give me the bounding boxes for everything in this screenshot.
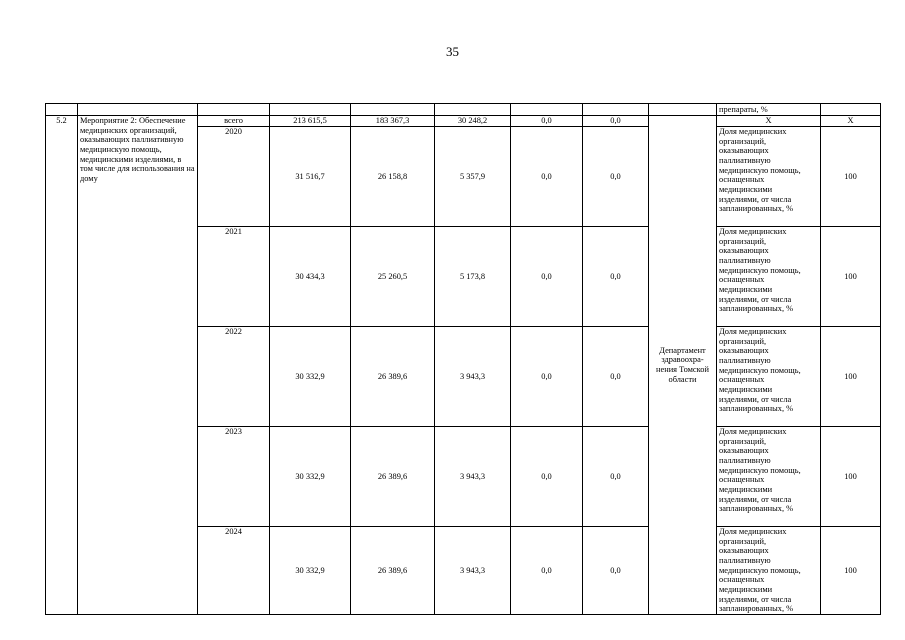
indicator-line: паллиативную — [719, 355, 771, 365]
year-value: 0,0 — [511, 527, 583, 615]
year-value: 3 943,3 — [435, 327, 511, 427]
year-value: 0,0 — [583, 127, 649, 227]
indicator-line: организаций, — [719, 136, 767, 146]
indicator-line: запланированных, % — [719, 604, 794, 614]
year-value: 26 389,6 — [351, 527, 435, 615]
indicator-target: 100 — [821, 527, 881, 615]
total-value: 0,0 — [583, 116, 649, 127]
indicator-line: организаций, — [719, 536, 767, 546]
indicator-line: Доля медицинских — [719, 127, 787, 136]
indicator-text — [717, 527, 821, 615]
indicator-text — [717, 227, 821, 327]
indicator-line: оснащенных — [719, 575, 765, 585]
indicator-line: изделиями, от числа — [719, 494, 792, 504]
year-value: 26 389,6 — [351, 427, 435, 527]
year-value: 26 389,6 — [351, 327, 435, 427]
year-value: 0,0 — [511, 427, 583, 527]
indicator-line: оснащенных — [719, 175, 765, 185]
indicator-line: медицинскую помощь, — [719, 465, 801, 475]
year-label: 2021 — [198, 227, 270, 327]
indicator-line: оснащенных — [719, 375, 765, 385]
indicator-line: изделиями, от числа — [719, 394, 792, 404]
indicator-line: запланированных, % — [719, 304, 794, 314]
indicator-target: 100 — [821, 227, 881, 327]
year-value: 3 943,3 — [435, 427, 511, 527]
indicator-line: организаций, — [719, 436, 767, 446]
indicator-line: паллиативную — [719, 555, 771, 565]
year-value: 5 357,9 — [435, 127, 511, 227]
total-value: 213 615,5 — [270, 116, 351, 127]
indicator-line: оказывающих — [719, 246, 769, 256]
indicator-line: Доля медицинских — [719, 427, 787, 436]
indicator-line: Доля медицинских — [719, 227, 787, 236]
indicator-line: медицинскими — [719, 484, 773, 494]
indicator-line: медицинскую помощь, — [719, 365, 801, 375]
measure-title: Мероприятие 2: Обеспечение медицинских организаций, оказывающих паллиативную медицинскую помощь, медицинскими изделиями, в том числе для использования на дому — [78, 116, 198, 615]
indicator-line: изделиями, от числа — [719, 294, 792, 304]
indicator-line: медицинскую помощь, — [719, 165, 801, 175]
indicator-line: медицинскими — [719, 284, 773, 294]
indicator-line: паллиативную — [719, 255, 771, 265]
year-value: 30 434,3 — [270, 227, 351, 327]
total-label: всего — [198, 116, 270, 127]
indicator-line: оказывающих — [719, 146, 769, 156]
total-value: 183 367,3 — [351, 116, 435, 127]
indicator-line: паллиативную — [719, 155, 771, 165]
page-number: 35 — [446, 44, 459, 59]
measure-code: 5.2 — [46, 116, 78, 615]
year-value: 0,0 — [583, 327, 649, 427]
year-value: 0,0 — [583, 427, 649, 527]
executor: Департамент здравоохра-нения Томской области — [649, 116, 717, 615]
indicator-line: организаций, — [719, 336, 767, 346]
indicator-line: медицинскими — [719, 184, 773, 194]
indicator-target: 100 — [821, 127, 881, 227]
indicator-line: оснащенных — [719, 475, 765, 485]
indicator-text — [717, 327, 821, 427]
year-value: 5 173,8 — [435, 227, 511, 327]
year-value: 0,0 — [511, 227, 583, 327]
year-value: 30 332,9 — [270, 327, 351, 427]
indicator-line: паллиативную — [719, 455, 771, 465]
indicator-line: оказывающих — [719, 346, 769, 356]
indicator-line: организаций, — [719, 236, 767, 246]
total-row — [46, 116, 881, 127]
indicator-line: изделиями, от числа — [719, 594, 792, 604]
total-value: 0,0 — [511, 116, 583, 127]
indicator-line: медицинскую помощь, — [719, 565, 801, 575]
indicator-line: медицинскую помощь, — [719, 265, 801, 275]
year-value: 3 943,3 — [435, 527, 511, 615]
year-label: 2023 — [198, 427, 270, 527]
year-value: 26 158,8 — [351, 127, 435, 227]
year-value: 0,0 — [511, 327, 583, 427]
indicator-line: медицинскими — [719, 584, 773, 594]
indicator-line: оснащенных — [719, 275, 765, 285]
indicator-target: 100 — [821, 427, 881, 527]
continuation-row — [46, 104, 881, 116]
total-target: X — [821, 116, 881, 127]
year-label: 2022 — [198, 327, 270, 427]
year-value: 0,0 — [583, 227, 649, 327]
year-value: 0,0 — [583, 527, 649, 615]
indicator-line: запланированных, % — [719, 504, 794, 514]
indicator-line: изделиями, от числа — [719, 194, 792, 204]
indicator-line: Доля медицинских — [719, 327, 787, 336]
indicator-line: запланированных, % — [719, 204, 794, 214]
year-value: 31 516,7 — [270, 127, 351, 227]
year-label: 2024 — [198, 527, 270, 615]
indicator-target: 100 — [821, 327, 881, 427]
budget-table — [45, 103, 881, 615]
year-value: 0,0 — [511, 127, 583, 227]
indicator-text — [717, 427, 821, 527]
total-value: 30 248,2 — [435, 116, 511, 127]
indicator-line: медицинскими — [719, 384, 773, 394]
indicator-text — [717, 127, 821, 227]
year-value: 30 332,9 — [270, 527, 351, 615]
year-value: 30 332,9 — [270, 427, 351, 527]
year-label: 2020 — [198, 127, 270, 227]
indicator-line: Доля медицинских — [719, 527, 787, 536]
indicator-line: оказывающих — [719, 546, 769, 556]
total-indicator: X — [717, 116, 821, 127]
year-value: 25 260,5 — [351, 227, 435, 327]
indicator-tail: препараты, % — [717, 104, 821, 116]
indicator-line: оказывающих — [719, 446, 769, 456]
indicator-line: запланированных, % — [719, 404, 794, 414]
